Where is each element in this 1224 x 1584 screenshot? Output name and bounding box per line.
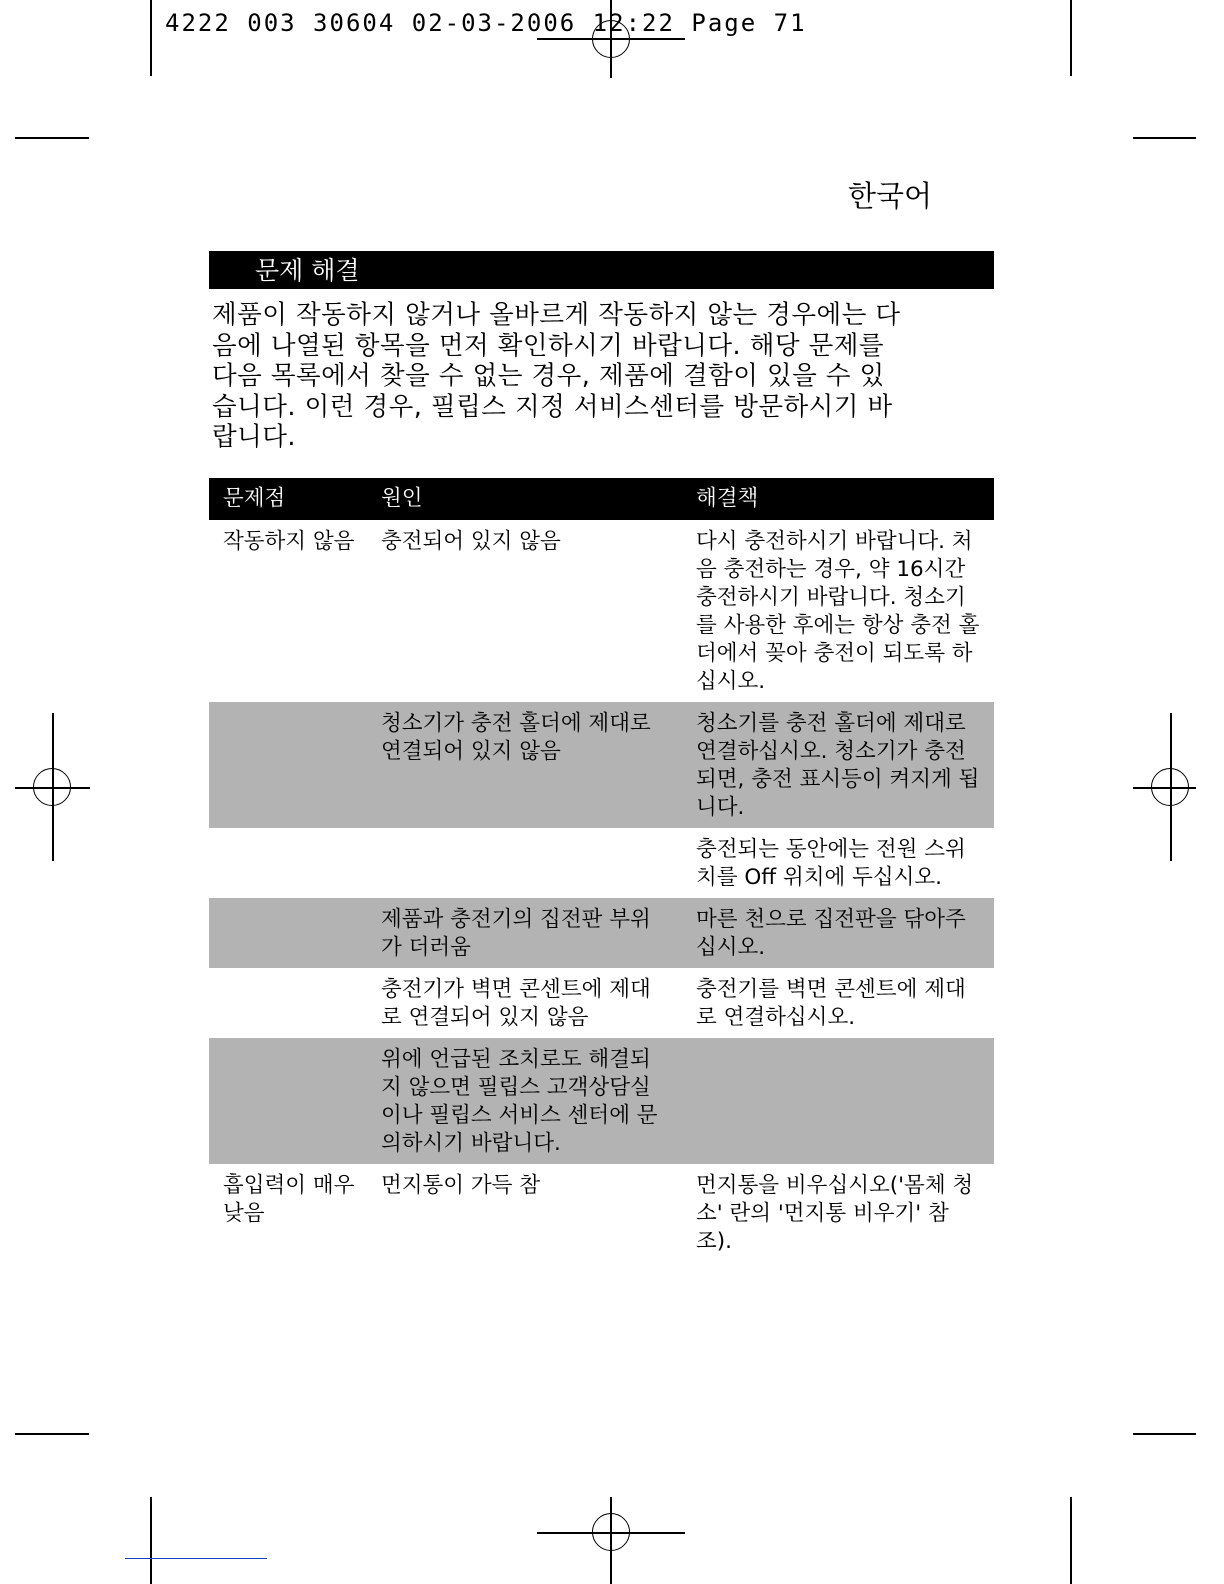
solution-cell: 청소기를 충전 홀더에 제대로 연결하십시오. 청소기가 충전되면, 충전 표시등이 켜지게 됩니다.	[682, 702, 994, 828]
cause-cell	[367, 828, 682, 898]
solution-cell: 충전기를 벽면 콘센트에 제대로 연결하십시오.	[696, 977, 966, 1030]
solution-cell	[682, 1038, 994, 1164]
solution-cell: 마른 천으로 집전판을 닦아주십시오.	[682, 898, 994, 968]
crop-mark	[150, 0, 152, 76]
solution-cell: 먼지통을 비우십시오('몸체 청소' 란의 '먼지통 비우기' 참조).	[696, 1173, 974, 1254]
problem-cell	[209, 828, 367, 898]
header-solution: 해결책	[682, 478, 994, 520]
solution-cell: 다시 충전하시기 바랍니다. 처음 충전하는 경우, 약 16시간 충전하시기 바랍니다. 청소기를 사용한 후에는 항상 충전 홀더에서 꽂아 충전이 되도록 하십시오.	[696, 529, 980, 694]
crop-mark	[125, 1558, 267, 1559]
solution-cell: 충전되는 동안에는 전원 스위치를 Off 위치에 두십시오.	[696, 837, 966, 890]
crop-mark	[1070, 1497, 1072, 1584]
intro-line: 랍니다.	[212, 422, 297, 452]
intro-line: 다음 목록에서 찾을 수 없는 경우, 제품에 결함이 있을 수 있	[212, 361, 885, 391]
header-cause: 원인	[367, 478, 682, 520]
intro-paragraph	[212, 300, 994, 453]
problem-cell: 흡입력이 매우 낮음	[223, 1173, 355, 1226]
problem-cell	[209, 898, 367, 968]
crop-mark	[15, 1433, 89, 1435]
crop-mark	[15, 137, 89, 139]
table-row	[209, 1038, 994, 1164]
troubleshooting-table	[209, 478, 994, 1262]
crop-mark	[1070, 0, 1072, 76]
section-title: 문제 해결	[209, 251, 994, 289]
table-row	[209, 702, 994, 828]
print-slug: 4222 003 30604 02-03-2006 12:22 Page 71	[165, 9, 807, 37]
table-row	[209, 898, 994, 968]
cause-cell: 위에 언급된 조치로도 해결되지 않으면 필립스 고객상담실이나 필립스 서비스 센터에 문의하시기 바랍니다.	[367, 1038, 682, 1164]
table-header-row	[209, 478, 994, 520]
crop-mark	[1133, 137, 1196, 139]
registration-circle	[33, 768, 71, 806]
cause-cell: 제품과 충전기의 집전판 부위가 더러움	[367, 898, 682, 968]
intro-line: 음에 나열된 항목을 먼저 확인하시기 바랍니다. 해당 문제를	[212, 330, 885, 361]
problem-cell	[209, 1038, 367, 1164]
language-label: 한국어	[848, 179, 933, 213]
table-row	[209, 1164, 994, 1262]
problem-cell	[209, 702, 367, 828]
problem-cell	[209, 968, 367, 1038]
registration-circle	[592, 1513, 630, 1551]
table-row	[209, 828, 994, 898]
cause-cell: 청소기가 충전 홀더에 제대로 연결되어 있지 않음	[367, 702, 682, 828]
table-row	[209, 520, 994, 702]
header-problem: 문제점	[209, 478, 367, 520]
registration-circle	[1151, 768, 1189, 806]
intro-line: 제품이 작동하지 않거나 올바르게 작동하지 않는 경우에는 다	[212, 300, 901, 330]
cause-cell: 충전기가 벽면 콘센트에 제대로 연결되어 있지 않음	[381, 977, 651, 1030]
cause-cell: 먼지통이 가득 참	[381, 1173, 541, 1198]
crop-mark	[1133, 1433, 1196, 1435]
crop-mark	[150, 1497, 152, 1584]
intro-line: 습니다. 이런 경우, 필립스 지정 서비스센터를 방문하시기 바	[212, 391, 893, 422]
cause-cell: 충전되어 있지 않음	[381, 529, 561, 554]
problem-cell: 작동하지 않음	[223, 529, 355, 554]
table-row	[209, 968, 994, 1038]
